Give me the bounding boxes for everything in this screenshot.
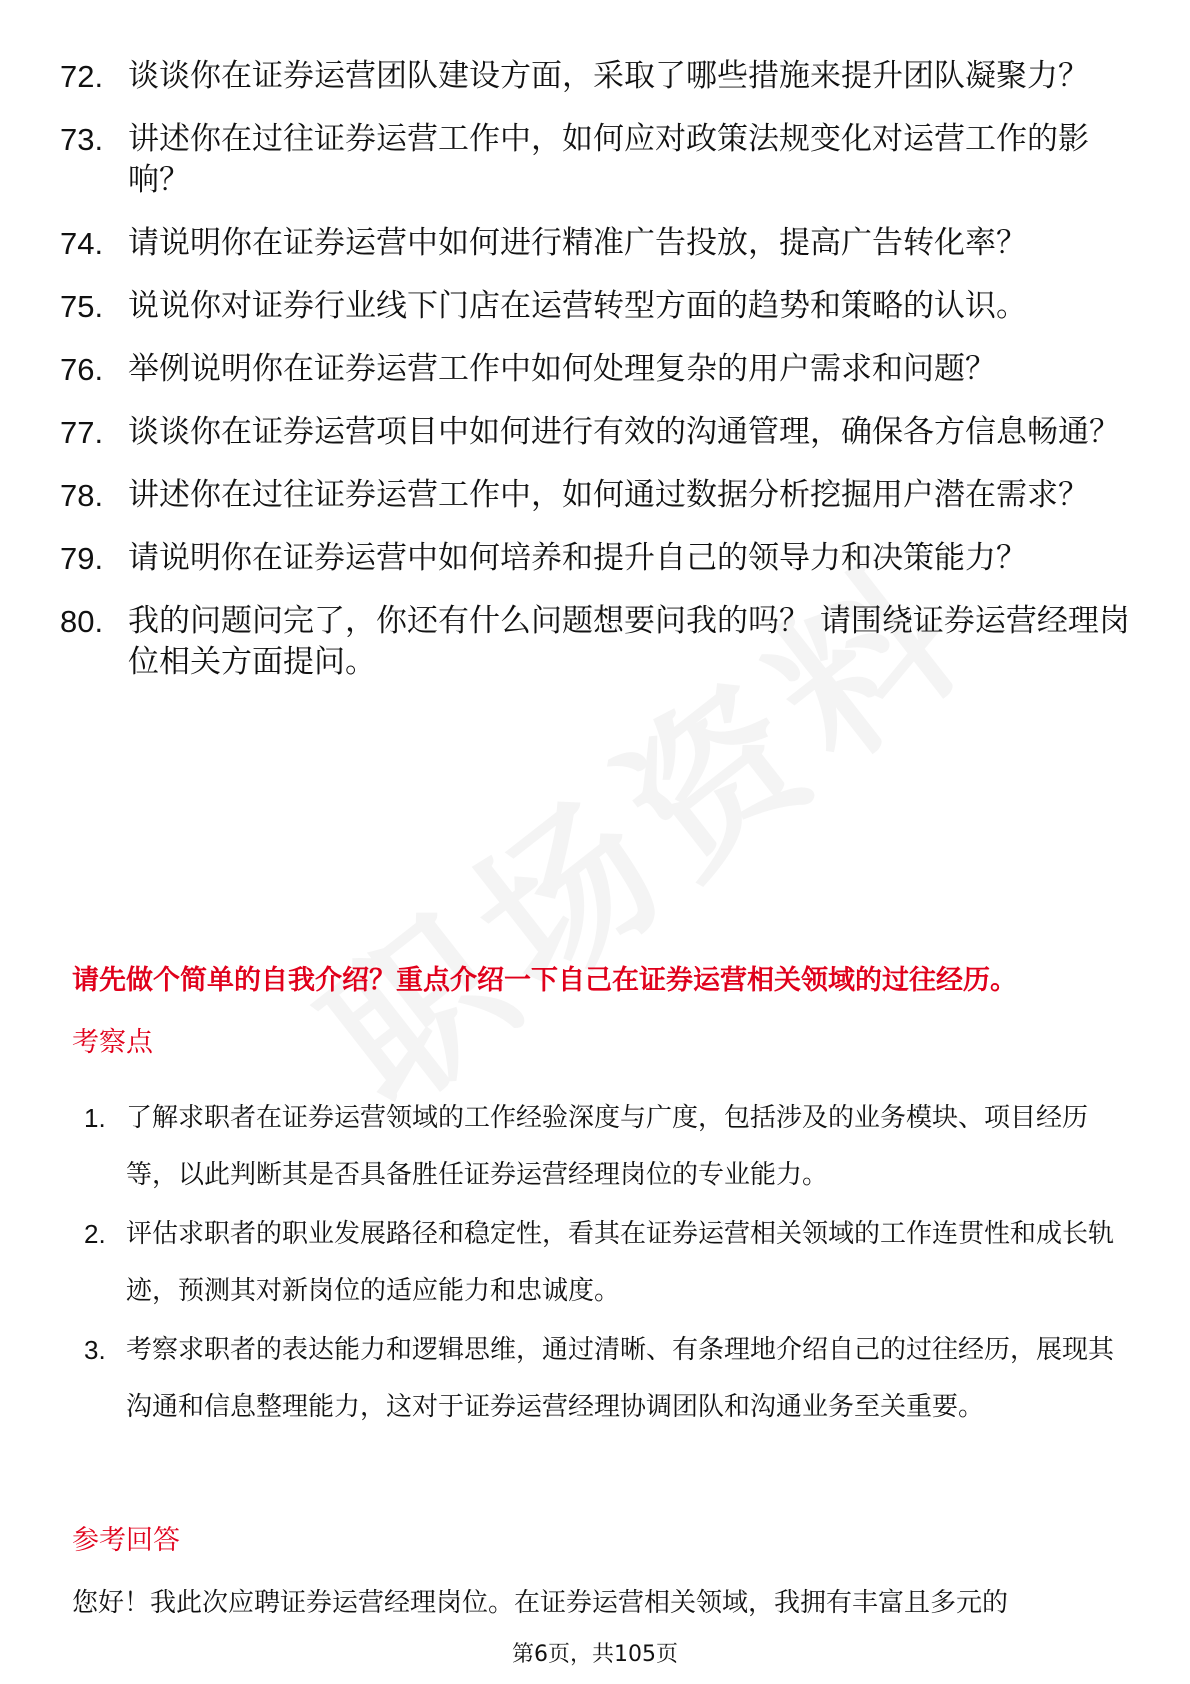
question-number: 72. xyxy=(60,59,104,94)
question-number: 73. xyxy=(60,122,104,157)
question-text: 举例说明你在证券运营工作中如何处理复杂的用户需求和问题？ xyxy=(128,351,996,387)
points-label: 考察点 xyxy=(72,1027,153,1058)
point-number: 2. xyxy=(84,1219,106,1249)
question-text: 请说明你在证券运营中如何培养和提升自己的领导力和决策能力？ xyxy=(128,540,1027,576)
point-text: 考察求职者的表达能力和逻辑思维，通过清晰、有条理地介绍自己的过往经历，展现其沟通和信息整理能力，这对于证券运营经理协调团队和沟通业务至关重要。 xyxy=(126,1335,1115,1422)
point-text: 评估求职者的职业发展路径和稳定性，看其在证券运营相关领域的工作连贯性和成长轨迹，预测其对新岗位的适应能力和忠诚度。 xyxy=(126,1219,1115,1306)
question-number: 74. xyxy=(60,226,104,261)
question-number: 79. xyxy=(60,541,104,576)
question-text: 请说明你在证券运营中如何进行精准广告投放，提高广告转化率？ xyxy=(128,225,1027,261)
question-text: 我的问题问完了，你还有什么问题想要问我的吗？ 请围绕证券运营经理岗位相关方面提问。 xyxy=(128,603,1130,680)
question-list xyxy=(60,56,1130,705)
answer-text: 您好！我此次应聘证券运营经理岗位。在证券运营相关领域，我拥有丰富且多元的 xyxy=(72,1588,1009,1618)
section-heading: 请先做个简单的自我介绍？重点介绍一下自己在证券运营相关领域的过往经历。 xyxy=(72,965,1017,996)
point-number: 1. xyxy=(84,1103,106,1133)
list-item xyxy=(84,1322,1124,1436)
question-number: 78. xyxy=(60,478,104,513)
answer-label: 参考回答 xyxy=(72,1525,180,1556)
points-list xyxy=(84,1090,1124,1438)
question-item xyxy=(60,412,1130,453)
question-text: 讲述你在过往证券运营工作中，如何应对政策法规变化对运营工作的影响？ xyxy=(128,121,1089,198)
question-number: 76. xyxy=(60,352,104,387)
question-item xyxy=(60,286,1130,327)
question-number: 80. xyxy=(60,604,104,639)
question-number: 77. xyxy=(60,415,104,450)
question-item xyxy=(60,349,1130,390)
question-item xyxy=(60,475,1130,516)
list-item xyxy=(84,1090,1124,1204)
question-item xyxy=(60,56,1130,97)
point-number: 3. xyxy=(84,1335,106,1365)
question-text: 讲述你在过往证券运营工作中，如何通过数据分析挖掘用户潜在需求？ xyxy=(128,477,1089,513)
list-item xyxy=(84,1206,1124,1320)
question-text: 说说你对证券行业线下门店在运营转型方面的趋势和策略的认识。 xyxy=(128,288,1027,324)
question-item xyxy=(60,538,1130,579)
page-footer: 第6页，共105页 xyxy=(512,1642,678,1667)
point-text: 了解求职者在证券运营领域的工作经验深度与广度，包括涉及的业务模块、项目经历等，以此判断其是否具备胜任证券运营经理岗位的专业能力。 xyxy=(126,1103,1089,1190)
question-item xyxy=(60,223,1130,264)
question-item xyxy=(60,601,1130,683)
question-number: 75. xyxy=(60,289,104,324)
question-text: 谈谈你在证券运营项目中如何进行有效的沟通管理，确保各方信息畅通？ xyxy=(128,414,1120,450)
question-item xyxy=(60,119,1130,201)
question-text: 谈谈你在证券运营团队建设方面，采取了哪些措施来提升团队凝聚力？ xyxy=(128,58,1089,94)
